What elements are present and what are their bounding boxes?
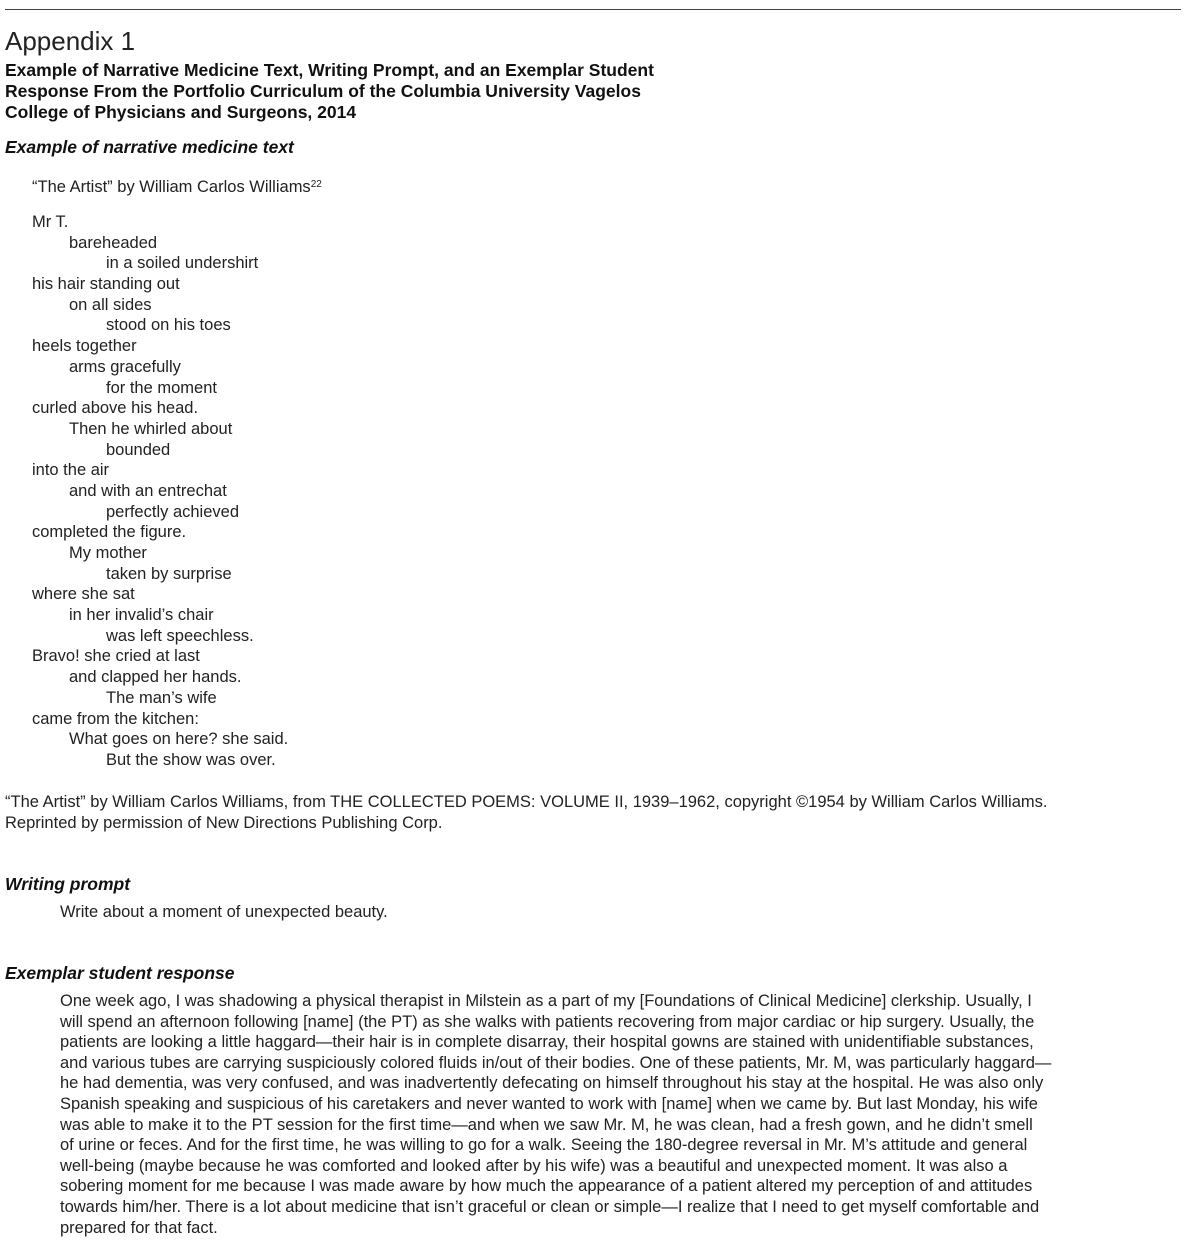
- poem-line: completed the figure.: [32, 523, 187, 542]
- poem-line: Mr T.: [32, 213, 69, 231]
- credit-line: Reprinted by permission of New Directions Publishing Corp.: [5, 814, 443, 832]
- permission-credit: [5, 792, 1047, 834]
- response-line: of urine or feces. And for the first time, he was willing to go for a walk. Seeing the 180-degree reversal in Mr. M’s attitude and general: [60, 1136, 1028, 1155]
- section-heading-text: Example of narrative medicine text: [5, 137, 294, 157]
- poem-line: curled above his head.: [32, 399, 199, 418]
- poem-title-text: “The Artist” by William Carlos Williams: [32, 178, 311, 196]
- writing-prompt-text: Write about a moment of unexpected beauty.: [60, 903, 388, 921]
- poem-line: in a soiled undershirt: [106, 254, 259, 273]
- poem-line: taken by surprise: [106, 564, 232, 583]
- section-heading-response: Exemplar student response: [5, 963, 235, 983]
- student-response: [60, 991, 1051, 1238]
- poem-line: What goes on here? she said.: [69, 730, 289, 749]
- poem-line: on all sides: [69, 295, 152, 314]
- heading-line: Response From the Portfolio Curriculum of the Columbia University Vagelos: [5, 80, 641, 101]
- poem-body: [32, 212, 288, 771]
- poem-line: But the show was over.: [106, 750, 276, 769]
- poem-line: Bravo! she cried at last: [32, 647, 200, 666]
- poem-line: and with an entrechat: [69, 481, 227, 500]
- poem-line: into the air: [32, 461, 110, 480]
- heading-line: Example of Narrative Medicine Text, Writing Prompt, and an Exemplar Student: [5, 60, 654, 80]
- response-line: he had dementia, was very confused, and was inadvertently defecating on himself throughout his stay at the hospital. He was also only: [60, 1074, 1044, 1093]
- response-line: Spanish speaking and suspicious of his caretakers and never wanted to work with [name] when we came by. But last Monday, his wife: [60, 1094, 1038, 1113]
- poem-line: for the moment: [106, 378, 217, 397]
- top-rule: [5, 9, 1181, 10]
- poem-line: perfectly achieved: [106, 502, 239, 521]
- poem-line: came from the kitchen:: [32, 709, 199, 728]
- poem-title: [32, 177, 322, 197]
- response-line: towards him/her. There is a lot about medicine that isn’t graceful or clean or simple—I realize that I need to get myself comfortable and: [60, 1197, 1040, 1216]
- section-heading-prompt: Writing prompt: [5, 874, 131, 894]
- credit-line: “The Artist” by William Carlos Williams, from THE COLLECTED POEMS: VOLUME II, 1939–1962, copyright ©1954 by William Carlos Williams.: [5, 793, 1048, 811]
- response-line: well-being (maybe because he was comforted and looked after by his wife) was a beautiful and unexpected moment. It was also a: [60, 1156, 1008, 1175]
- heading-line: College of Physicians and Surgeons, 2014: [5, 101, 357, 122]
- response-line: and various tubes are carrying suspiciously colored fluids in/out of their bodies. One of these patients, Mr. M, was particularly haggard—: [60, 1053, 1052, 1072]
- poem-line: heels together: [32, 337, 137, 356]
- response-line: One week ago, I was shadowing a physical therapist in Milstein as a part of my [Foundations of Clinical Medicine] clerkship. Usually, I: [60, 992, 1032, 1010]
- poem-line: My mother: [69, 544, 147, 562]
- response-line: sobering moment for me because I was made aware by how much the appearance of a patient altered my perception of and attitudes: [60, 1177, 1033, 1196]
- poem-line: was left speechless.: [106, 626, 254, 645]
- poem-line: bareheaded: [69, 233, 158, 252]
- response-line: will spend an afternoon following [name] (the PT) as she walks with patients recovering from major cardiac or hip surgery. Usually, the: [60, 1012, 1035, 1031]
- appendix-title: Appendix 1: [5, 26, 136, 56]
- poem-line: in her invalid’s chair: [69, 606, 214, 625]
- poem-line: bounded: [106, 440, 171, 459]
- poem-line: his hair standing out: [32, 275, 180, 294]
- poem-line: arms gracefully: [69, 357, 181, 376]
- poem-line: where she sat: [32, 585, 135, 604]
- response-line: patients are looking a little haggard—their hair is in complete disarray, their hospital gowns are stained with unidentifiable substances,: [60, 1033, 1034, 1052]
- response-line: was able to make it to the PT session for the first time—and when we saw Mr. M, he was clean, had a fresh gown, and he didn’t smell: [60, 1115, 1033, 1134]
- response-line: prepared for that fact.: [60, 1218, 218, 1237]
- poem-line: The man’s wife: [106, 688, 217, 707]
- appendix-heading: [5, 60, 654, 122]
- poem-line: and clapped her hands.: [69, 668, 242, 687]
- poem-reference: 22: [310, 179, 322, 190]
- poem-line: Then he whirled about: [69, 419, 233, 438]
- poem-line: stood on his toes: [106, 316, 231, 335]
